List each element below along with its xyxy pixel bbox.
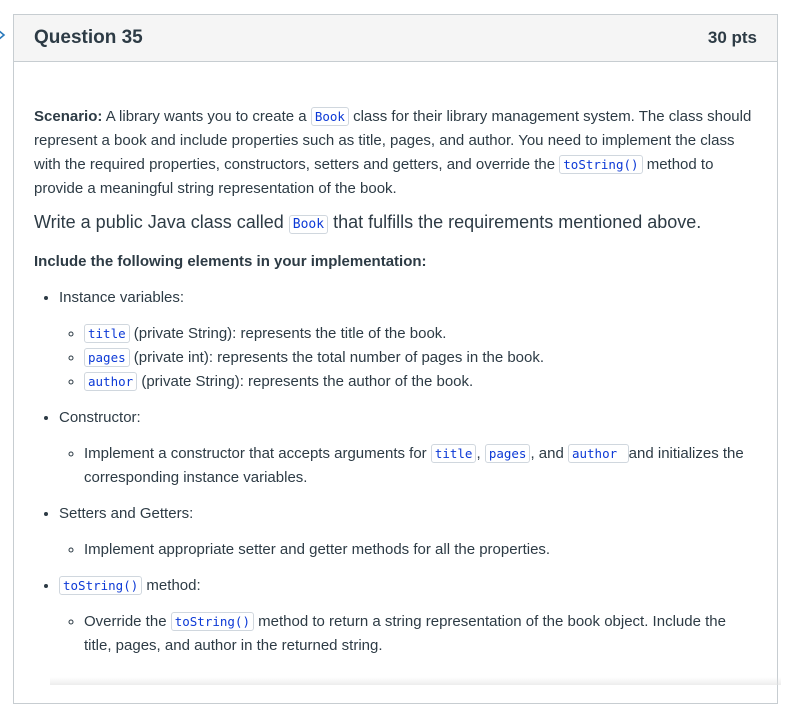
instance-variables-list — [59, 322, 757, 394]
chevron-right-icon[interactable] — [0, 28, 8, 42]
question-body — [14, 62, 777, 658]
list-item: ◦ Override the toString() method to return a string representation of the book object. Include the title, pages, and author in the returned string. — [84, 610, 757, 658]
inline-code: title — [431, 444, 477, 463]
include-heading: Include the following elements in your implementation: — [34, 253, 427, 270]
inline-code: toString() — [59, 576, 142, 595]
setters-list — [59, 538, 757, 562]
question-title: Question 35 — [34, 27, 143, 48]
list-item: ◦ Implement appropriate setter and getter methods for all the properties. — [84, 538, 757, 562]
inline-code: author — [568, 444, 629, 463]
requirements-list — [34, 286, 757, 658]
list-item-tostring: • toString() method: ◦ Override the toString() method to return a string representation of the book object. Include the title, pages, and author in the returned string. — [59, 574, 757, 658]
inline-code: author — [84, 372, 137, 391]
list-item: ◦ title (private String): represents the title of the book. — [84, 322, 757, 346]
inline-code: toString() — [171, 612, 254, 631]
inline-code: pages — [84, 348, 130, 367]
list-item: ◦ pages (private int): represents the total number of pages in the book. — [84, 346, 757, 370]
question-card — [13, 14, 778, 704]
list-item: ◦ Implement a constructor that accepts arguments for title , pages , and author and initializes the corresponding instance variables. — [84, 442, 757, 490]
inline-code: pages — [485, 444, 531, 463]
question-header — [14, 15, 777, 62]
inline-code: Book — [311, 107, 349, 126]
list-item-setters-getters: • Setters and Getters: ◦ Implement appropriate setter and getter methods for all the properties. — [59, 502, 757, 562]
list-item-constructor: • Constructor: ◦ Implement a constructor that accepts arguments for title , pages , and author and initializes the corresponding instance variables. — [59, 406, 757, 490]
list-item-instance-variables: • Instance variables: ◦ title (private String): represents the title of the book. ◦ pages (private int): represents the total number of pages in the book. ◦ author (private String): represents the author of the book. — [59, 286, 757, 394]
scenario-label: Scenario: — [34, 108, 103, 125]
tostring-list — [59, 610, 757, 658]
scenario-paragraph: Scenario: A library wants you to create a Book class for their library management system. The class should represent a book and include properties such as title, pages, and author. You need to implement the class with the required properties, constructors, setters and getters, and override the toString() method to provide a meaningful string representation of the book. — [34, 108, 752, 197]
inline-code: title — [84, 324, 130, 343]
inline-code: Book — [289, 215, 328, 234]
constructor-list — [59, 442, 757, 490]
list-item: ◦ author (private String): represents the author of the book. — [84, 370, 757, 394]
inline-code: toString() — [559, 155, 642, 174]
scroll-fade — [50, 677, 781, 685]
question-points: 30 pts — [707, 28, 757, 47]
task-statement: Write a public Java class called Book that fulfills the requirements mentioned above. — [34, 212, 702, 232]
